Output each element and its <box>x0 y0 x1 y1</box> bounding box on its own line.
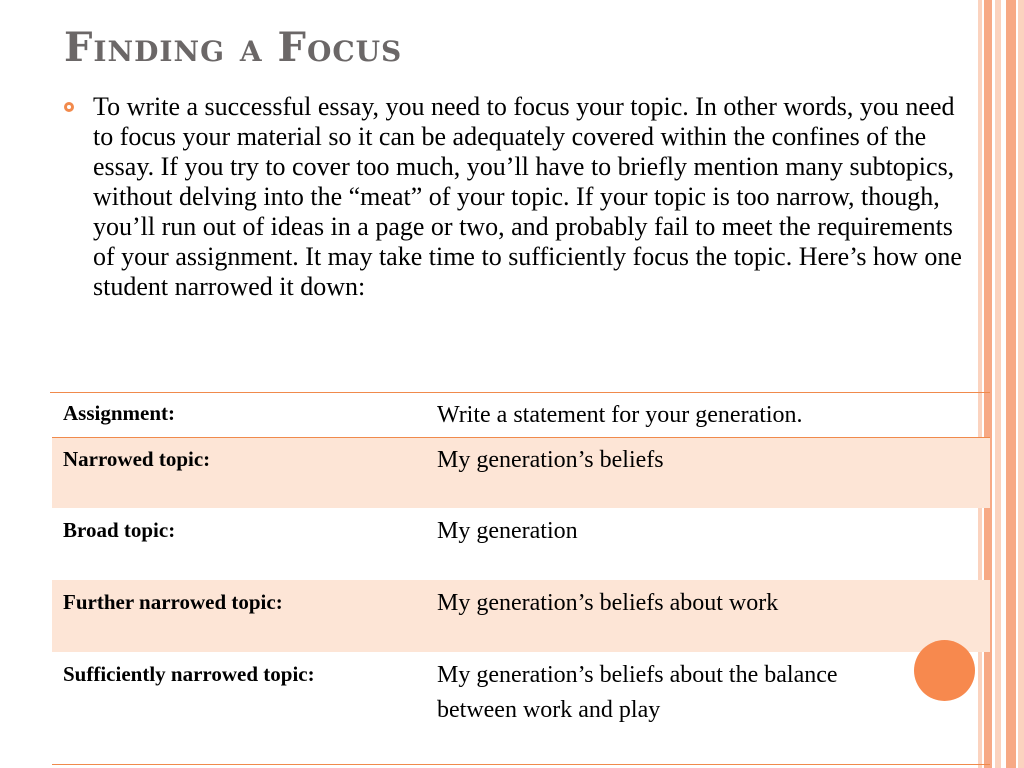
table-row <box>52 508 990 580</box>
row-label: Narrowed topic: <box>63 447 211 471</box>
row-value: My generation’s beliefs about work <box>437 590 779 616</box>
row-value: Write a statement for your generation. <box>437 402 803 428</box>
table-row <box>52 438 990 508</box>
row-label: Assignment: <box>63 401 176 425</box>
row-value: My generation’s beliefs <box>437 447 664 473</box>
slide-title: Finding a Focus <box>64 24 403 71</box>
table-bottom-border <box>52 764 990 765</box>
decorative-stripe <box>995 0 1001 768</box>
bullet-paragraph: To write a successful essay, you need to focus your topic. In other words, you need to focus your material so it can be adequately covered within the confines of the essay. If you try to cover too much, you’ll have to briefly mention many subtopics, without delving into the “meat” of your topic. If your topic is too narrow, though, you’ll run out of ideas in a page or two, and probably fail to meet the requirements of your assignment. It may take time to sufficiently focus the topic. Here’s how one student narrowed it down: <box>93 92 962 301</box>
decorative-stripe <box>1018 0 1024 768</box>
decorative-stripe <box>1006 0 1016 768</box>
bullet-icon <box>64 102 74 112</box>
row-value: My generation’s beliefs about the balance between work and play <box>437 662 838 723</box>
row-value: My generation <box>437 518 578 544</box>
row-label: Further narrowed topic: <box>63 590 283 614</box>
table-row <box>52 393 990 437</box>
row-label: Sufficiently narrowed topic: <box>63 662 315 686</box>
table-row <box>52 580 990 652</box>
decorative-circle <box>914 640 975 701</box>
row-label: Broad topic: <box>63 518 176 542</box>
table-row <box>52 652 990 762</box>
